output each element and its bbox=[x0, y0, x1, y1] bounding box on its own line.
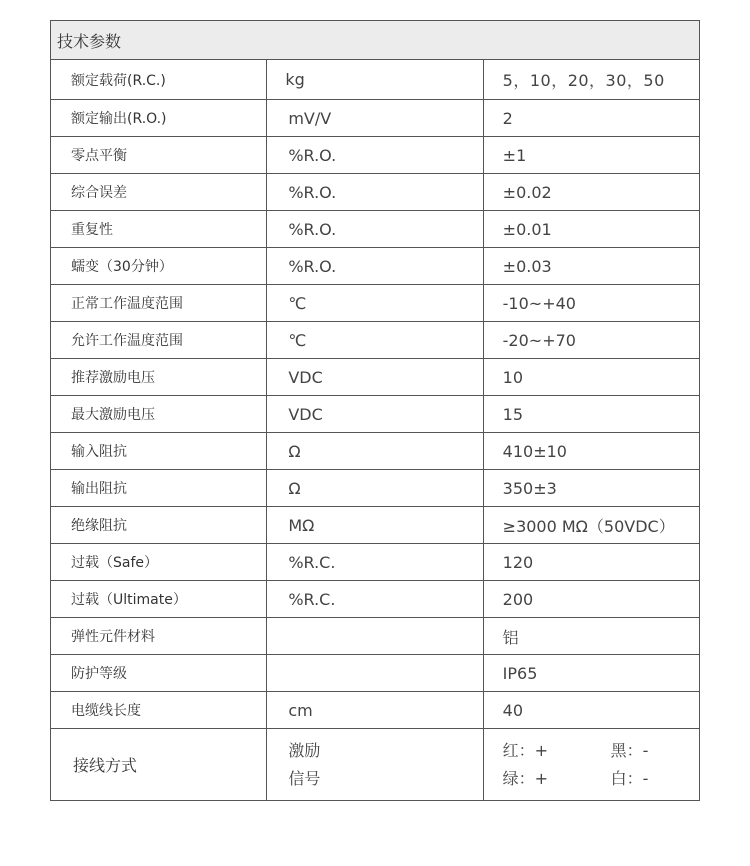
param-value: ±0.02 bbox=[483, 174, 699, 211]
param-name: 过载（Ultimate） bbox=[51, 581, 267, 618]
param-unit: ℃ bbox=[267, 285, 483, 322]
param-value: 15 bbox=[483, 396, 699, 433]
param-name: 额定载荷(R.C.) bbox=[51, 60, 267, 100]
param-value: 铝 bbox=[483, 618, 699, 655]
param-name: 综合误差 bbox=[51, 174, 267, 211]
param-name: 蠕变（30分钟） bbox=[51, 248, 267, 285]
wiring-labels bbox=[267, 729, 483, 801]
param-unit: %R.O. bbox=[267, 211, 483, 248]
param-name: 输入阻抗 bbox=[51, 433, 267, 470]
signal-positive: 绿：+ bbox=[502, 768, 549, 788]
param-name: 过载（Safe） bbox=[51, 544, 267, 581]
param-unit: kg bbox=[267, 60, 483, 100]
param-unit bbox=[267, 655, 483, 692]
table-row bbox=[51, 507, 700, 544]
param-value: 5，10，20，30，50 bbox=[483, 60, 699, 100]
param-unit: cm bbox=[267, 692, 483, 729]
signal-wires bbox=[503, 765, 699, 793]
wiring-values bbox=[483, 729, 699, 801]
param-value: 200 bbox=[483, 581, 699, 618]
param-value: -20~+70 bbox=[483, 322, 699, 359]
param-value: 2 bbox=[483, 100, 699, 137]
param-name: 防护等级 bbox=[51, 655, 267, 692]
param-name: 绝缘阻抗 bbox=[51, 507, 267, 544]
signal-negative: 白：- bbox=[610, 768, 649, 788]
param-value: ±0.03 bbox=[483, 248, 699, 285]
param-unit: ℃ bbox=[267, 322, 483, 359]
param-name: 允许工作温度范围 bbox=[51, 322, 267, 359]
param-value: 350±3 bbox=[483, 470, 699, 507]
param-name: 最大激励电压 bbox=[51, 396, 267, 433]
table-row bbox=[51, 137, 700, 174]
table-row bbox=[51, 174, 700, 211]
wiring-name: 接线方式 bbox=[51, 729, 267, 801]
param-unit bbox=[267, 618, 483, 655]
table-row bbox=[51, 396, 700, 433]
param-value: -10~+40 bbox=[483, 285, 699, 322]
param-unit: MΩ bbox=[267, 507, 483, 544]
table-title: 技术参数 bbox=[51, 21, 700, 60]
param-name: 正常工作温度范围 bbox=[51, 285, 267, 322]
table-row bbox=[51, 285, 700, 322]
table-row bbox=[51, 322, 700, 359]
param-unit: %R.O. bbox=[267, 174, 483, 211]
table-row bbox=[51, 359, 700, 396]
param-unit: VDC bbox=[267, 396, 483, 433]
param-name: 推荐激励电压 bbox=[51, 359, 267, 396]
param-value: 10 bbox=[483, 359, 699, 396]
param-name: 重复性 bbox=[51, 211, 267, 248]
param-unit: %R.O. bbox=[267, 137, 483, 174]
table-header-row bbox=[51, 21, 700, 60]
param-unit: Ω bbox=[267, 470, 483, 507]
table-row bbox=[51, 211, 700, 248]
param-value: ±0.01 bbox=[483, 211, 699, 248]
param-unit: %R.C. bbox=[267, 544, 483, 581]
param-unit: %R.C. bbox=[267, 581, 483, 618]
excitation-positive: 红：+ bbox=[502, 740, 549, 760]
param-value: ≥3000 MΩ（50VDC） bbox=[483, 507, 699, 544]
excitation-wires bbox=[503, 737, 699, 765]
param-value: 120 bbox=[483, 544, 699, 581]
param-name: 电缆线长度 bbox=[51, 692, 267, 729]
param-name: 弹性元件材料 bbox=[51, 618, 267, 655]
table-row bbox=[51, 618, 700, 655]
table-row bbox=[51, 470, 700, 507]
excitation-negative: 黑：- bbox=[610, 740, 649, 760]
param-name: 额定输出(R.O.) bbox=[51, 100, 267, 137]
param-value: 410±10 bbox=[483, 433, 699, 470]
param-unit: VDC bbox=[267, 359, 483, 396]
param-value: IP65 bbox=[483, 655, 699, 692]
table-row bbox=[51, 100, 700, 137]
table-row bbox=[51, 248, 700, 285]
param-value: ±1 bbox=[483, 137, 699, 174]
table-row bbox=[51, 655, 700, 692]
table-row bbox=[51, 581, 700, 618]
wiring-row bbox=[51, 729, 700, 801]
param-name: 输出阻抗 bbox=[51, 470, 267, 507]
param-value: 40 bbox=[483, 692, 699, 729]
spec-table bbox=[50, 20, 700, 801]
table-row bbox=[51, 433, 700, 470]
excitation-label: 激励 bbox=[288, 740, 321, 760]
signal-label: 信号 bbox=[288, 768, 321, 788]
table-row bbox=[51, 60, 700, 100]
param-unit: Ω bbox=[267, 433, 483, 470]
param-unit: mV/V bbox=[267, 100, 483, 137]
table-row bbox=[51, 692, 700, 729]
param-name: 零点平衡 bbox=[51, 137, 267, 174]
param-unit: %R.O. bbox=[267, 248, 483, 285]
table-row bbox=[51, 544, 700, 581]
